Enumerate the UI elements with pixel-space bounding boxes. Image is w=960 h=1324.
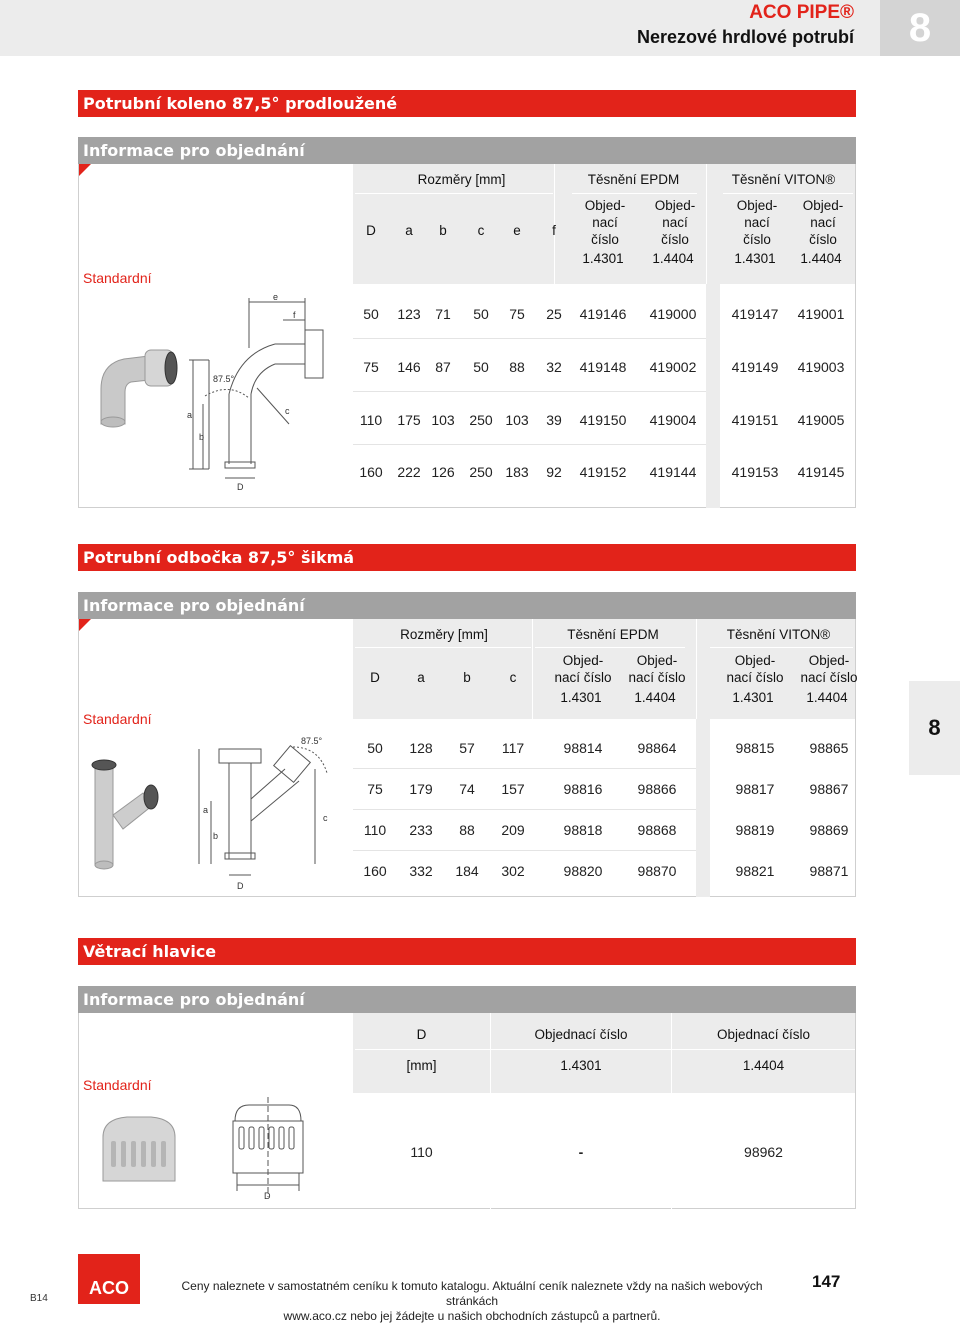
- material-code: 1.4301: [732, 690, 774, 705]
- order-header: Objed- nací číslo: [802, 198, 844, 247]
- col-e: e: [513, 223, 521, 238]
- vent-cap-product-image: [103, 1117, 175, 1181]
- vent-cap-dimension-drawing: [233, 1097, 303, 1197]
- col-a: a: [417, 670, 425, 685]
- order-header: Objed- nací číslo: [654, 198, 696, 247]
- order-header: Objed- nací číslo: [726, 653, 784, 685]
- order-header: Objednací číslo: [534, 1027, 628, 1042]
- col-c: c: [509, 670, 517, 685]
- material-code: 1.4404: [800, 251, 842, 266]
- order-header: Objed- nací číslo: [628, 653, 686, 685]
- material-code: 1.4404: [742, 1058, 785, 1073]
- table-header: [353, 1013, 855, 1093]
- label-angle: 87.5°: [213, 374, 235, 384]
- section-subtitle: Informace pro objednání: [78, 986, 856, 1013]
- corner-mark: [79, 164, 91, 176]
- side-chapter-tab: 8: [909, 681, 960, 775]
- section-subtitle: Informace pro objednání: [78, 592, 856, 619]
- branch-dimension-drawing: [199, 746, 327, 875]
- col-b: b: [439, 223, 447, 238]
- footer-line-1: Ceny naleznete v samostatném ceníku k tomuto katalogu. Aktuální ceník naleznete vždy na našich webových stránkách: [181, 1279, 763, 1308]
- page-code: B14: [30, 1293, 48, 1304]
- group-dimensions: Rozměry [mm]: [400, 627, 488, 642]
- group-viton: Těsnění VITON®: [731, 172, 836, 187]
- page-subtitle: Nerezové hrdlové potrubí: [636, 27, 854, 47]
- product-table-branch: Standardní Rozměry [mm] Těsnění EPDM Těsnění VITON® D a b c Objed- nací číslo Objed- nací číslo Objed- nací číslo Objed- nací číslo 1.4301 1.4404 1.4301 1.4404 50 128 57 117 98814 98864 98815 98865 75 179 74 157 98816 98866 98817 98867 110 233 88 209 98818 98868 98819 98869 160 332 184 302 98820 98870 98821 98871 87.5° a b c D: [78, 619, 856, 897]
- product-table-elbow: Standardní Rozměry [mm] Těsnění EPDM Těsnění VITON® D a b c e f Objed- nací číslo Objed- nací číslo Objed- nací číslo Objed- nací číslo 1.4301 1.4404 1.4301 1.4404 50 123 71 50 75 25 419146 419000 419147 419001 75 146 87 50 88 32 419148 419002 419149 419003 110 175 103 250 103 39 419150 419004 419151 419005 160 222 126 250 183 92 419152 419144 419153 419145 e f 87.5° a b c D: [78, 164, 856, 508]
- chapter-number: 8: [880, 0, 960, 56]
- standard-label: Standardní: [83, 270, 152, 286]
- label-D: D: [264, 1191, 271, 1201]
- product-table-vent-cap: Standardní D Objednací číslo Objednací číslo [mm] 1.4301 1.4404 110 - 98962 D: [78, 1013, 856, 1209]
- col-D: D: [366, 223, 376, 238]
- group-viton: Těsnění VITON®: [726, 627, 831, 642]
- page-number: 147: [812, 1272, 841, 1291]
- material-code: 1.4301: [582, 251, 624, 266]
- label-a: a: [203, 805, 209, 815]
- branch-product-image: [92, 760, 158, 869]
- aco-logo: [78, 1254, 140, 1304]
- col-D-unit: [mm]: [406, 1058, 437, 1073]
- label-D: D: [237, 881, 244, 891]
- label-angle: 87.5°: [301, 736, 323, 746]
- col-b: b: [463, 670, 471, 685]
- material-code: 1.4301: [734, 251, 776, 266]
- brand-name: ACO PIPE®: [749, 2, 854, 23]
- order-header: Objed- nací číslo: [800, 653, 858, 685]
- elbow-product-image: [101, 350, 177, 427]
- order-header: Objed- nací číslo: [554, 653, 612, 685]
- label-a: a: [187, 410, 193, 420]
- brand-block: [637, 2, 854, 48]
- standard-label: Standardní: [83, 711, 152, 727]
- section-title: Potrubní odbočka 87,5° šikmá: [78, 544, 856, 571]
- logo-text: ACO: [89, 1278, 129, 1298]
- label-c: c: [285, 406, 290, 416]
- label-D: D: [237, 482, 244, 492]
- order-header: Objed- nací číslo: [584, 198, 626, 247]
- material-code: 1.4301: [560, 690, 602, 705]
- col-f: f: [552, 223, 556, 238]
- col-D: D: [416, 1027, 427, 1042]
- order-header: Objednací číslo: [716, 1027, 811, 1042]
- footer-text: [172, 1279, 772, 1324]
- col-a: a: [405, 223, 413, 238]
- col-c: c: [477, 223, 485, 238]
- label-b: b: [199, 432, 205, 442]
- section-title: Potrubní koleno 87,5° prodloužené: [78, 90, 856, 117]
- material-code: 1.4404: [634, 690, 676, 705]
- material-code: 1.4404: [806, 690, 848, 705]
- group-dimensions: Rozměry [mm]: [417, 172, 506, 187]
- order-header: Objed- nací číslo: [736, 198, 778, 247]
- material-code: 1.4301: [560, 1058, 602, 1073]
- branch-technical-drawing: [79, 729, 359, 897]
- group-epdm: Těsnění EPDM: [587, 172, 680, 187]
- footer-line-2[interactable]: www.aco.cz nebo jej žádejte u našich obchodních zástupců a partnerů.: [283, 1309, 661, 1323]
- section-title: Větrací hlavice: [78, 938, 856, 965]
- elbow-technical-drawing: [79, 294, 359, 506]
- section-subtitle: Informace pro objednání: [78, 137, 856, 164]
- material-code: 1.4404: [652, 251, 694, 266]
- corner-mark: [79, 619, 91, 631]
- group-epdm: Těsnění EPDM: [567, 627, 659, 642]
- label-b: b: [213, 831, 219, 841]
- elbow-dimension-drawing: [189, 298, 323, 478]
- col-D: D: [370, 670, 380, 685]
- label-f: f: [293, 310, 296, 320]
- label-c: c: [323, 813, 328, 823]
- vent-cap-drawing: [79, 1097, 359, 1209]
- standard-label: Standardní: [83, 1077, 152, 1093]
- label-e: e: [273, 292, 279, 302]
